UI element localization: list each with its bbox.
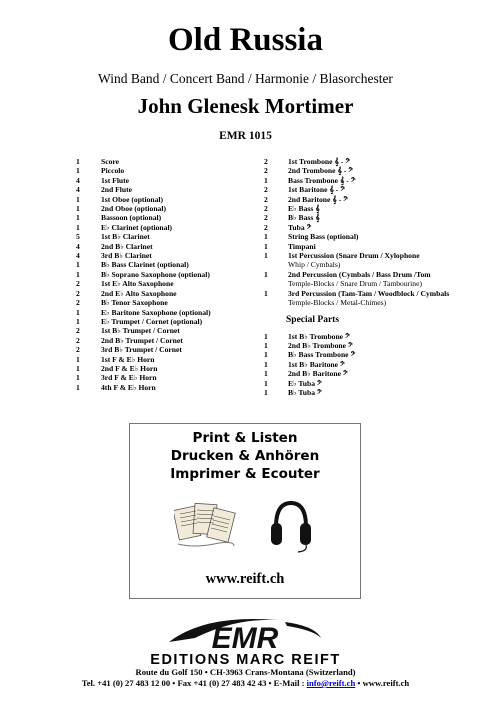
part-row [262, 176, 482, 185]
part-quantity: 1 [264, 350, 268, 360]
part-name: Tuba 𝄢 [288, 222, 312, 232]
part-quantity: 1 [76, 222, 80, 232]
part-row [262, 379, 482, 388]
composer: John Glenesk Mortimer [137, 94, 354, 118]
part-name: B♭ Bass 𝄞 [288, 213, 320, 223]
part-row [262, 350, 482, 359]
part-quantity: 2 [264, 194, 268, 204]
part-name: B♭ Tuba 𝄢 [288, 387, 322, 397]
part-quantity: 2 [76, 279, 80, 289]
part-row-continuation [262, 298, 482, 307]
part-name: 3rd B♭ Clarinet [101, 251, 152, 261]
part-row [74, 185, 254, 194]
part-name: 1st B♭ Clarinet [101, 232, 150, 242]
part-name: 1st Flute [101, 175, 130, 185]
logo-text: EMR [211, 622, 279, 654]
part-quantity: 2 [76, 335, 80, 345]
publisher-name: EDITIONS MARC REIFT [150, 652, 341, 668]
part-quantity: 1 [76, 354, 80, 364]
part-row [262, 332, 482, 341]
part-name: B♭ Tenor Saxophone [101, 298, 168, 308]
part-row [74, 166, 254, 175]
part-name: 2nd F & E♭ Horn [101, 363, 158, 373]
part-quantity: 1 [264, 241, 268, 251]
part-quantity: 1 [264, 387, 268, 397]
part-name: Piccolo [101, 166, 125, 176]
emr-logo [165, 612, 325, 654]
part-quantity: 2 [264, 157, 268, 166]
part-quantity: 1 [76, 213, 80, 223]
part-name: 1st Baritone 𝄞 - 𝄢 [288, 185, 346, 195]
catalog-code: EMR 1015 [219, 130, 272, 142]
part-quantity: 1 [76, 373, 80, 383]
part-quantity: 1 [264, 269, 268, 279]
part-name: Timpani [288, 241, 316, 251]
part-quantity: 1 [76, 382, 80, 392]
part-row [262, 369, 482, 378]
parts-list-left [74, 157, 254, 392]
part-row [74, 383, 254, 392]
part-name: 2nd Percussion (Cymbals / Bass Drum /Tom [288, 269, 431, 279]
special-parts-heading: Special Parts [286, 314, 340, 325]
part-quantity: 2 [76, 288, 80, 298]
part-row [262, 388, 482, 397]
part-row [74, 204, 254, 213]
part-quantity: 1 [76, 260, 80, 270]
part-row [74, 195, 254, 204]
part-name: 2nd Baritone 𝄞 - 𝄢 [288, 194, 348, 204]
part-quantity: 1 [264, 175, 268, 185]
part-quantity: 4 [76, 251, 80, 261]
part-name: 1st F & E♭ Horn [101, 354, 155, 364]
part-quantity: 1 [76, 157, 80, 166]
part-quantity: 2 [264, 204, 268, 214]
part-name: 1st E♭ Alto Saxophone [101, 279, 174, 289]
part-name: 1st B♭ Trombone 𝄢 [288, 331, 350, 341]
part-row [74, 317, 254, 326]
part-name: 1st Percussion (Snare Drum / Xylophone [288, 251, 420, 261]
part-row [74, 251, 254, 260]
part-quantity: 5 [76, 232, 80, 242]
part-name: 2nd B♭ Trumpet / Cornet [101, 335, 183, 345]
part-row [262, 270, 482, 279]
part-name: Bassoon (optional) [101, 213, 162, 223]
part-quantity: 2 [76, 298, 80, 308]
part-quantity: 1 [264, 378, 268, 388]
part-row [74, 355, 254, 364]
part-quantity: 1 [264, 232, 268, 242]
part-quantity: 1 [76, 204, 80, 214]
part-row [74, 232, 254, 241]
publisher-contact [0, 678, 491, 688]
part-row [74, 326, 254, 335]
part-name: E♭ Bass 𝄞 [288, 204, 320, 214]
part-row [74, 373, 254, 382]
part-name: 2nd E♭ Alto Saxophone [101, 288, 177, 298]
part-row [262, 232, 482, 241]
part-name: 2nd Oboe (optional) [101, 204, 166, 214]
part-row-continuation [262, 260, 482, 269]
part-row [74, 260, 254, 269]
part-quantity: 1 [264, 251, 268, 261]
part-name: 1st B♭ Baritone 𝄢 [288, 359, 345, 369]
part-name: Bass Trombone 𝄞 - 𝄢 [288, 175, 356, 185]
part-row [262, 341, 482, 350]
part-row-continuation [262, 279, 482, 288]
part-quantity: 1 [264, 288, 268, 298]
part-name-continuation: Temple-Blocks / Metal-Chimes) [288, 298, 387, 308]
email-link[interactable]: info@reift.ch [306, 678, 356, 688]
part-row [262, 157, 482, 166]
banner-line-imprimer: Imprimer & Ecouter [170, 466, 320, 482]
banner-line-drucken: Drucken & Anhören [170, 448, 320, 464]
part-row [262, 195, 482, 204]
contact-suffix: • www.reift.ch [355, 678, 410, 688]
subtitle: Wind Band / Concert Band / Harmonie / Blasorchester [98, 71, 393, 86]
part-quantity: 1 [76, 166, 80, 176]
part-quantity: 2 [76, 345, 80, 355]
part-name: 2nd B♭ Clarinet [101, 241, 153, 251]
part-row [74, 157, 254, 166]
part-row [262, 242, 482, 251]
part-row [74, 242, 254, 251]
part-name: E♭ Clarinet (optional) [101, 222, 173, 232]
part-name: 3rd F & E♭ Horn [101, 373, 157, 383]
part-quantity: 4 [76, 185, 80, 195]
part-quantity: 2 [264, 166, 268, 176]
part-row [262, 251, 482, 260]
part-name: 2nd B♭ Baritone 𝄢 [288, 369, 348, 379]
headphones-icon [268, 497, 314, 553]
sheet-music-icon [174, 500, 236, 550]
part-name: 1st Oboe (optional) [101, 194, 164, 204]
part-row [74, 364, 254, 373]
part-quantity: 1 [264, 359, 268, 369]
part-row [262, 289, 482, 298]
part-quantity: 1 [76, 194, 80, 204]
part-row [74, 336, 254, 345]
part-name: B♭ Bass Trombone 𝄢 [288, 350, 356, 360]
part-name: 3rd Percussion (Tam-Tam / Woodblock / Cymbals [288, 288, 450, 298]
part-quantity: 1 [264, 340, 268, 350]
part-quantity: 4 [76, 175, 80, 185]
part-row [74, 308, 254, 317]
part-row [262, 185, 482, 194]
part-name: 3rd B♭ Trumpet / Cornet [101, 345, 182, 355]
part-name: 1st B♭ Trumpet / Cornet [101, 326, 180, 336]
part-row [262, 223, 482, 232]
part-quantity: 1 [264, 331, 268, 341]
part-name: 4th F & E♭ Horn [101, 382, 156, 392]
banner-url[interactable]: www.reift.ch [205, 571, 285, 587]
publisher-address: Route du Golf 150 • CH-3963 Crans-Montana (Switzerland) [135, 667, 356, 677]
part-name: 2nd Trombone 𝄞 - 𝄢 [288, 166, 354, 176]
part-row [74, 298, 254, 307]
part-quantity: 2 [76, 326, 80, 336]
part-name: B♭ Soprano Saxophone (optional) [101, 269, 210, 279]
part-row [74, 213, 254, 222]
part-name: 2nd Flute [101, 185, 133, 195]
part-quantity: 1 [76, 307, 80, 317]
part-quantity: 1 [76, 363, 80, 373]
part-name: E♭ Baritone Saxophone (optional) [101, 307, 211, 317]
part-quantity: 2 [264, 185, 268, 195]
part-row [74, 345, 254, 354]
part-row [74, 279, 254, 288]
part-name-continuation: Whip / Cymbals) [288, 260, 341, 270]
banner-line-print-listen: Print & Listen [192, 430, 298, 446]
part-name-continuation: Temple-Blocks / Snare Drum / Tambourine) [288, 279, 422, 289]
part-row [262, 166, 482, 175]
part-quantity: 2 [264, 222, 268, 232]
part-name: 2nd B♭ Trombone 𝄢 [288, 340, 353, 350]
part-row [74, 289, 254, 298]
part-quantity: 1 [76, 269, 80, 279]
parts-list-right [262, 157, 482, 397]
part-quantity: 1 [76, 316, 80, 326]
part-row [262, 213, 482, 222]
part-name: E♭ Trumpet / Cornet (optional) [101, 316, 203, 326]
part-name: B♭ Bass Clarinet (optional) [101, 260, 189, 270]
part-row [74, 223, 254, 232]
part-quantity: 4 [76, 241, 80, 251]
part-row [74, 176, 254, 185]
part-row [74, 270, 254, 279]
contact-prefix: Tel. +41 (0) 27 483 12 00 • Fax +41 (0) 27 483 42 43 • E-Mail : [81, 678, 307, 688]
title: Old Russia [168, 22, 323, 58]
part-name: E♭ Tuba 𝄢 [288, 378, 322, 388]
part-name: String Bass (optional) [288, 232, 359, 242]
print-listen-banner[interactable] [129, 423, 361, 599]
part-name: Score [101, 157, 119, 166]
part-row [262, 360, 482, 369]
part-name: 1st Trombone 𝄞 - 𝄢 [288, 157, 351, 166]
part-quantity: 1 [264, 369, 268, 379]
part-quantity: 2 [264, 213, 268, 223]
